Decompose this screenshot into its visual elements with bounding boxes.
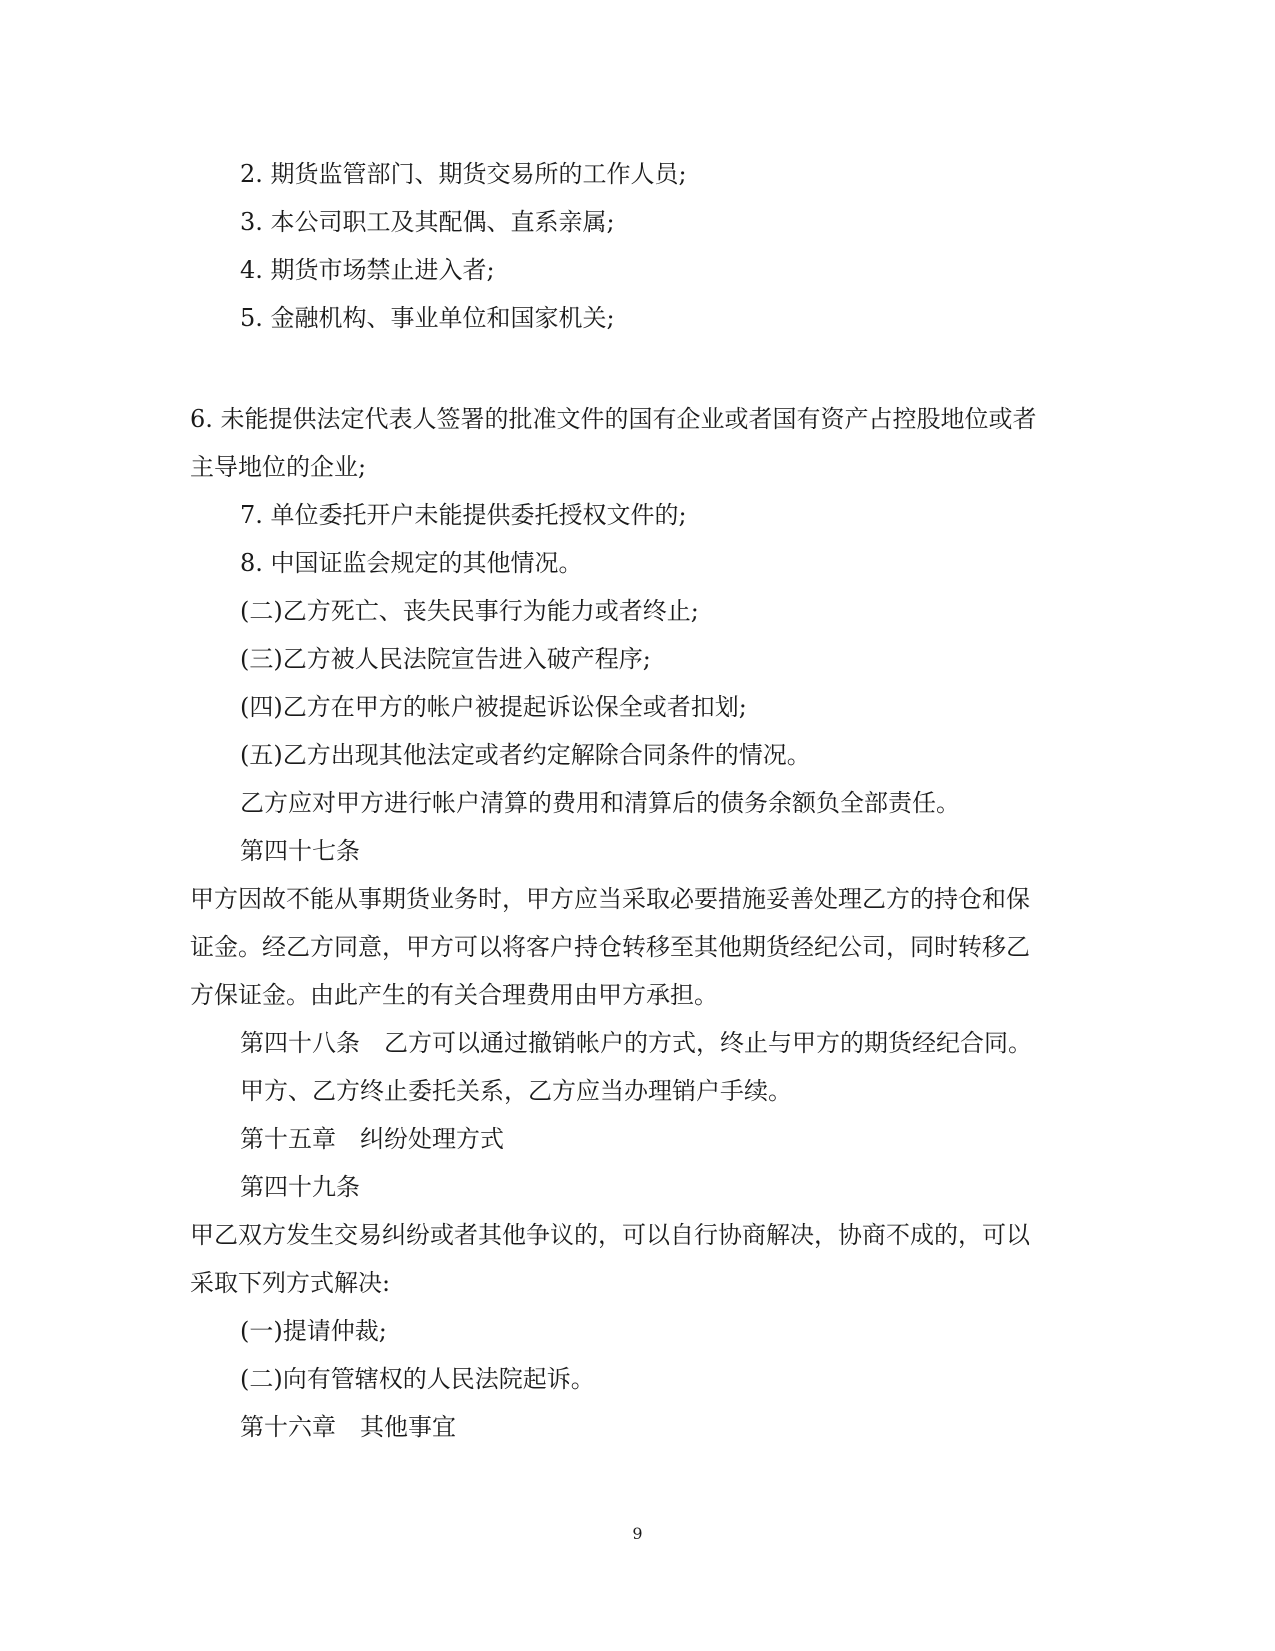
list-item-5: 5. 金融机构、事业单位和国家机关; bbox=[240, 304, 615, 332]
list-item-3: 3. 本公司职工及其配偶、直系亲属; bbox=[240, 208, 615, 236]
list-item-8: 8. 中国证监会规定的其他情况。 bbox=[240, 549, 583, 577]
article-47-text-2: 证金。经乙方同意，甲方可以将客户持仓转移至其他期货经纪公司，同时转移乙 bbox=[190, 933, 1030, 961]
clause-item-2: (二)乙方死亡、丧失民事行为能力或者终止; bbox=[240, 597, 699, 625]
article-49-heading: 第四十九条 bbox=[240, 1173, 360, 1201]
article-47-text-1: 甲方因故不能从事期货业务时，甲方应当采取必要措施妥善处理乙方的持仓和保 bbox=[190, 885, 1030, 913]
article-48-text: 甲方、乙方终止委托关系，乙方应当办理销户手续。 bbox=[240, 1077, 792, 1105]
list-item-4: 4. 期货市场禁止进入者; bbox=[240, 256, 495, 284]
dispute-option-1: (一)提请仲裁; bbox=[240, 1317, 387, 1345]
article-47-text-3: 方保证金。由此产生的有关合理费用由甲方承担。 bbox=[190, 981, 718, 1009]
clause-item-4: (四)乙方在甲方的帐户被提起诉讼保全或者扣划; bbox=[240, 693, 747, 721]
article-49-text-2: 采取下列方式解决: bbox=[190, 1269, 391, 1297]
list-item-6: 6. 未能提供法定代表人签署的批准文件的国有企业或者国有资产占控股地位或者 bbox=[190, 405, 1037, 433]
paragraph-liability: 乙方应对甲方进行帐户清算的费用和清算后的债务余额负全部责任。 bbox=[240, 789, 960, 817]
dispute-option-2: (二)向有管辖权的人民法院起诉。 bbox=[240, 1365, 595, 1393]
list-item-6-continued: 主导地位的企业; bbox=[190, 453, 367, 481]
chapter-16-heading: 第十六章 其他事宜 bbox=[240, 1413, 456, 1441]
article-47-heading: 第四十七条 bbox=[240, 837, 360, 865]
clause-item-5: (五)乙方出现其他法定或者约定解除合同条件的情况。 bbox=[240, 741, 811, 769]
article-49-text-1: 甲乙双方发生交易纠纷或者其他争议的，可以自行协商解决，协商不成的，可以 bbox=[190, 1221, 1030, 1249]
clause-item-3: (三)乙方被人民法院宣告进入破产程序; bbox=[240, 645, 651, 673]
page-number: 9 bbox=[632, 1524, 643, 1543]
list-item-2: 2. 期货监管部门、期货交易所的工作人员; bbox=[240, 160, 687, 188]
article-48: 第四十八条 乙方可以通过撤销帐户的方式，终止与甲方的期货经纪合同。 bbox=[240, 1029, 1032, 1057]
list-item-7: 7. 单位委托开户未能提供委托授权文件的; bbox=[240, 501, 687, 529]
chapter-15-heading: 第十五章 纠纷处理方式 bbox=[240, 1125, 504, 1153]
